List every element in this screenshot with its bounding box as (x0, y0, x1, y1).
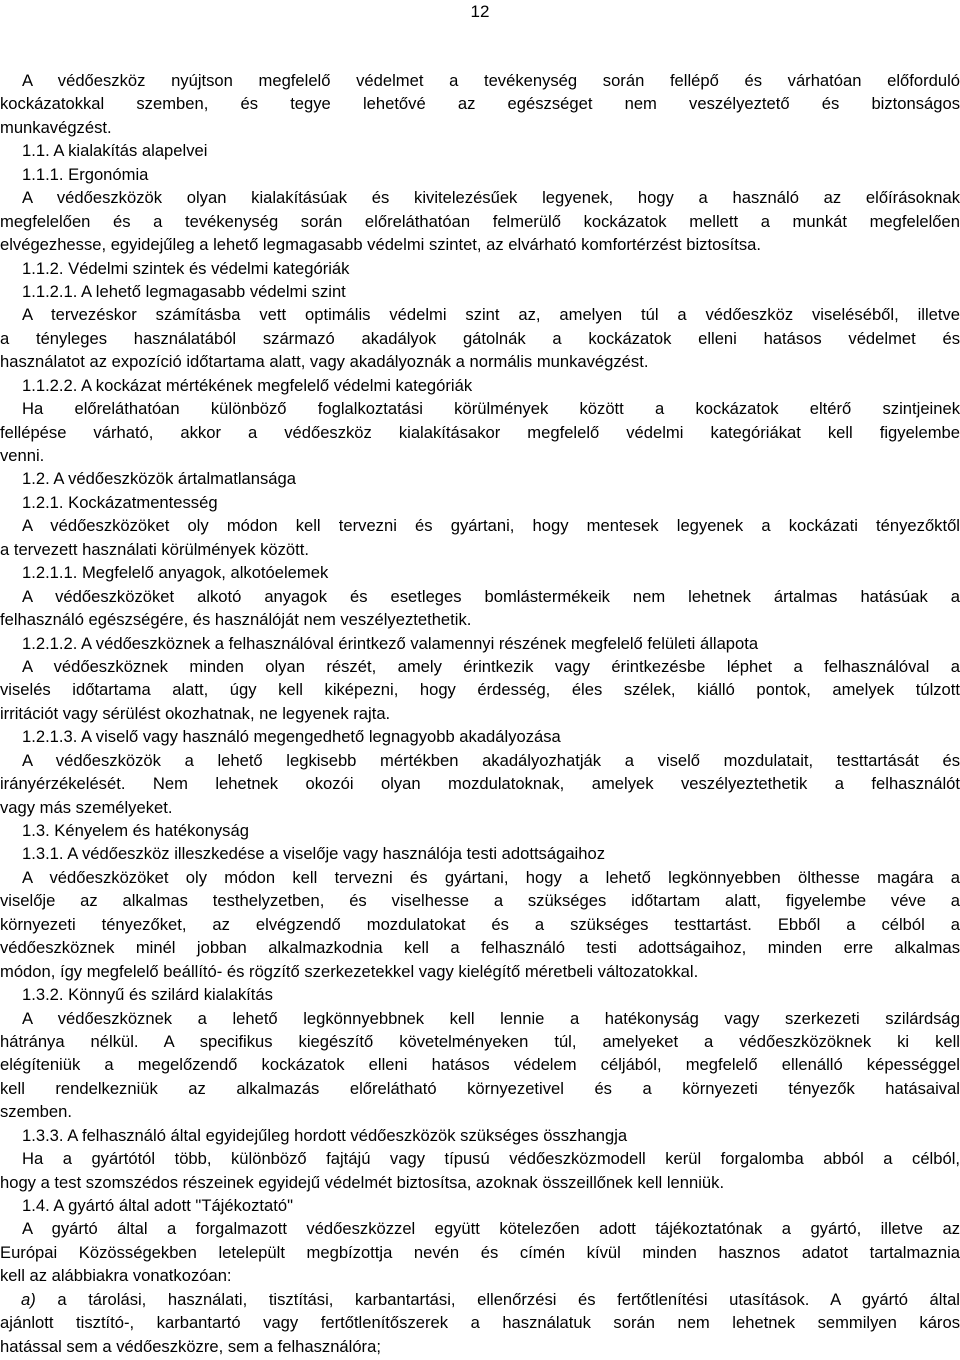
text-line: 1.3.3. A felhasználó által egyidejűleg hordott védőeszközök szükséges összhangja (22, 1125, 628, 1145)
text-line: felhasználó egészségére, és használóját nem veszélyeztethetik. (0, 610, 472, 630)
text-line: hogy a test szomszédos részeinek egyidejű védelmét biztosítsa, azoknak összeillőnek kell lenniük. (0, 1172, 725, 1192)
text-line: viselője az alkalmas testhelyzetben, és viselhesse a szükséges időtartam alatt, figyelembe véve a (0, 891, 960, 911)
text-line: 1.2.1. Kockázatmentesség (22, 492, 218, 512)
text-line: 1.4. A gyártó által adott "Tájékoztató" (22, 1196, 293, 1215)
text-line: 1.1.2. Védelmi szintek és védelmi kategóriák (22, 258, 350, 278)
text-line: szemben. (0, 1102, 72, 1122)
text-line: 1.1.2.1. A lehető legmagasabb védelmi szint (22, 281, 346, 301)
text-line: 1.2.1.1. Megfelelő anyagok, alkotóelemek (22, 563, 329, 583)
text-line: 1.3. Kényelem és hatékonyság (22, 821, 249, 840)
text-line: Európai Közösségekben letelepült megbízottja nevén és címén kívül minden hasznos adatot tartalmaznia (0, 1242, 960, 1262)
list-item-a (0, 1288, 960, 1311)
text-line: A gyártó által a forgalmazott védőeszközzel együtt kötelezően adott tájékoztatónak a gyártó, illetve az (22, 1219, 960, 1239)
list-marker: a) (21, 1289, 36, 1309)
text-line: venni. (0, 446, 45, 465)
page-number: 12 (470, 2, 490, 21)
text-line: Ha a gyártótól több, különböző fajtájú vagy típusú védőeszközmodell kerül forgalomba abból a célból, (22, 1149, 960, 1169)
text-line: a tényleges használatából származó akadályok gátolnák a kockázatok elleni hatásos védelmet és (0, 328, 960, 348)
text-line: vagy más személyeket. (0, 797, 173, 817)
text-line: kell az alábbiakra vonatkozóan: (0, 1266, 232, 1286)
text-line: kell rendelkezniük az alkalmazás előrelátható környezetivel és a környezeti tényezők hatásaival (0, 1078, 960, 1098)
text-line: 1.2.1.3. A viselő vagy használó megengedhető legnagyobb akadályozása (22, 727, 561, 747)
text-line: Ha előreláthatóan különböző foglalkoztatási körülmények között a kockázatok eltérő szintjeinek (22, 399, 960, 419)
text-line: környezeti tényezőket, az elvégzendő mozdulatokat és a szükséges testtartást. Ebből a célból a (0, 914, 960, 934)
text-line: A védőeszközök a lehető legkisebb mértékben akadályozhatják a viselő mozdulatait, testtartását és (22, 750, 960, 770)
text-line: viselés időtartama alatt, úgy kell kiképezni, hogy érdesség, éles szélek, kiálló pontok, amelyek túlzott (0, 680, 960, 700)
text-line: 1.1.2.2. A kockázat mértékének megfelelő védelmi kategóriák (22, 375, 473, 395)
text-line: A tervezéskor számításba vett optimális védelmi szint az, amelyen túl a védőeszköz viseléséből, illetve (22, 305, 960, 325)
text-line: kockázatokkal szemben, és tegye lehetővé az egészséget nem veszélyeztető és biztonságos (0, 94, 960, 114)
text-line: A védőeszközöket oly módon kell tervezni és gyártani, hogy mentesek legyenek a kockázati tényezőktől (22, 516, 960, 536)
text-line: irritációt vagy sérülést okozhatnak, ne legyenek rajta. (0, 703, 391, 723)
text-line: irányérzékelését. Nem lehetnek okozói olyan mozdulatoknak, amelyek veszélyeztethetik a felhasználót (0, 774, 960, 794)
text-line: 1.1.1. Ergonómia (22, 164, 149, 184)
text-line: A védőeszköznek a lehető legkönnyebbnek kell lennie a hatékonyság vagy szerkezeti szilárdság (22, 1008, 960, 1028)
text-line: A védőeszközöket oly módon kell tervezni és gyártani, hogy a lehető legkönnyebben ölthesse magára a (22, 867, 960, 887)
text-line: védőeszköznek minél jobban alkalmazkodnia kell a felhasználó testi adottságaihoz, minden erre alkalmas (0, 938, 960, 958)
text-line: a tervezett használati körülmények között. (0, 539, 309, 559)
text-line: hátránya nélkül. A specifikus kiegészítő követelményeken túl, amelyeket a védőeszközöknek ki kell (0, 1031, 960, 1051)
list-item-text: hatással sem a védőeszközre, sem a felhasználóra; (0, 1336, 381, 1356)
text-line: elvégezhesse, egyidejűleg a lehető legmagasabb védelmi szintet, az elvárható komfortérzést biztosítsa. (0, 235, 761, 255)
text-line: A védőeszközök olyan kialakításúak és kivitelezésűek legyenek, hogy a használó az előírásoknak (22, 188, 960, 208)
text-line: 1.3.2. Könnyű és szilárd kialakítás (22, 985, 273, 1005)
list-item-text: ajánlott tisztító-, karbantartó vagy fertőtlenítőszerek a használatuk során nem lehetnek semmilyen káros (0, 1313, 960, 1333)
text-line: módon, így megfelelő beállító- és rögzítő szerkezetekkel vagy kielégítő méretbeli változatokkal. (0, 961, 699, 981)
text-line: fellépése várható, akkor a védőeszköz kialakításakor megfelelő védelmi kategóriákat kell figyelembe (0, 422, 960, 442)
text-line: megfelelően és a tevékenység során előreláthatóan felmerülő kockázatok mellett a munkát megfelelően (0, 211, 960, 231)
text-line: A védőeszköznek minden olyan részét, amely érintkezik vagy érintkezésbe léphet a felhasználóval a (22, 656, 960, 676)
text-line: 1.3.1. A védőeszköz illeszkedése a viselője vagy használója testi adottságaihoz (22, 844, 605, 864)
text-line: 1.2. A védőeszközök ártalmatlansága (22, 469, 296, 489)
text-line: elégíteniük a megelőzendő kockázatok elleni hatásos védelem céljából, megfelelő ellenálló képességgel (0, 1055, 960, 1075)
text-line: A védőeszközöket alkotó anyagok és esetleges bomlástermékeik nem lehetnek ártalmas hatásúak a (22, 586, 960, 606)
text-line: 1.1. A kialakítás alapelvei (22, 141, 208, 161)
text-line: használatot az expozíció időtartama alatt, vagy akadályoznák a normális munkavégzést. (0, 352, 649, 372)
list-item-text: a tárolási, használati, tisztítási, karbantartási, ellenőrzési és fertőtlenítési utasítások. A gyártó által (35, 1289, 960, 1309)
text-line: A védőeszköz nyújtson megfelelő védelmet a tevékenység során fellépő és várhatóan előforduló (22, 71, 960, 90)
text-line: 1.2.1.2. A védőeszköznek a felhasználóval érintkező valamennyi részének megfelelő felületi állapota (22, 633, 759, 653)
document-body (0, 69, 960, 1358)
text-line: munkavégzést. (0, 117, 112, 137)
